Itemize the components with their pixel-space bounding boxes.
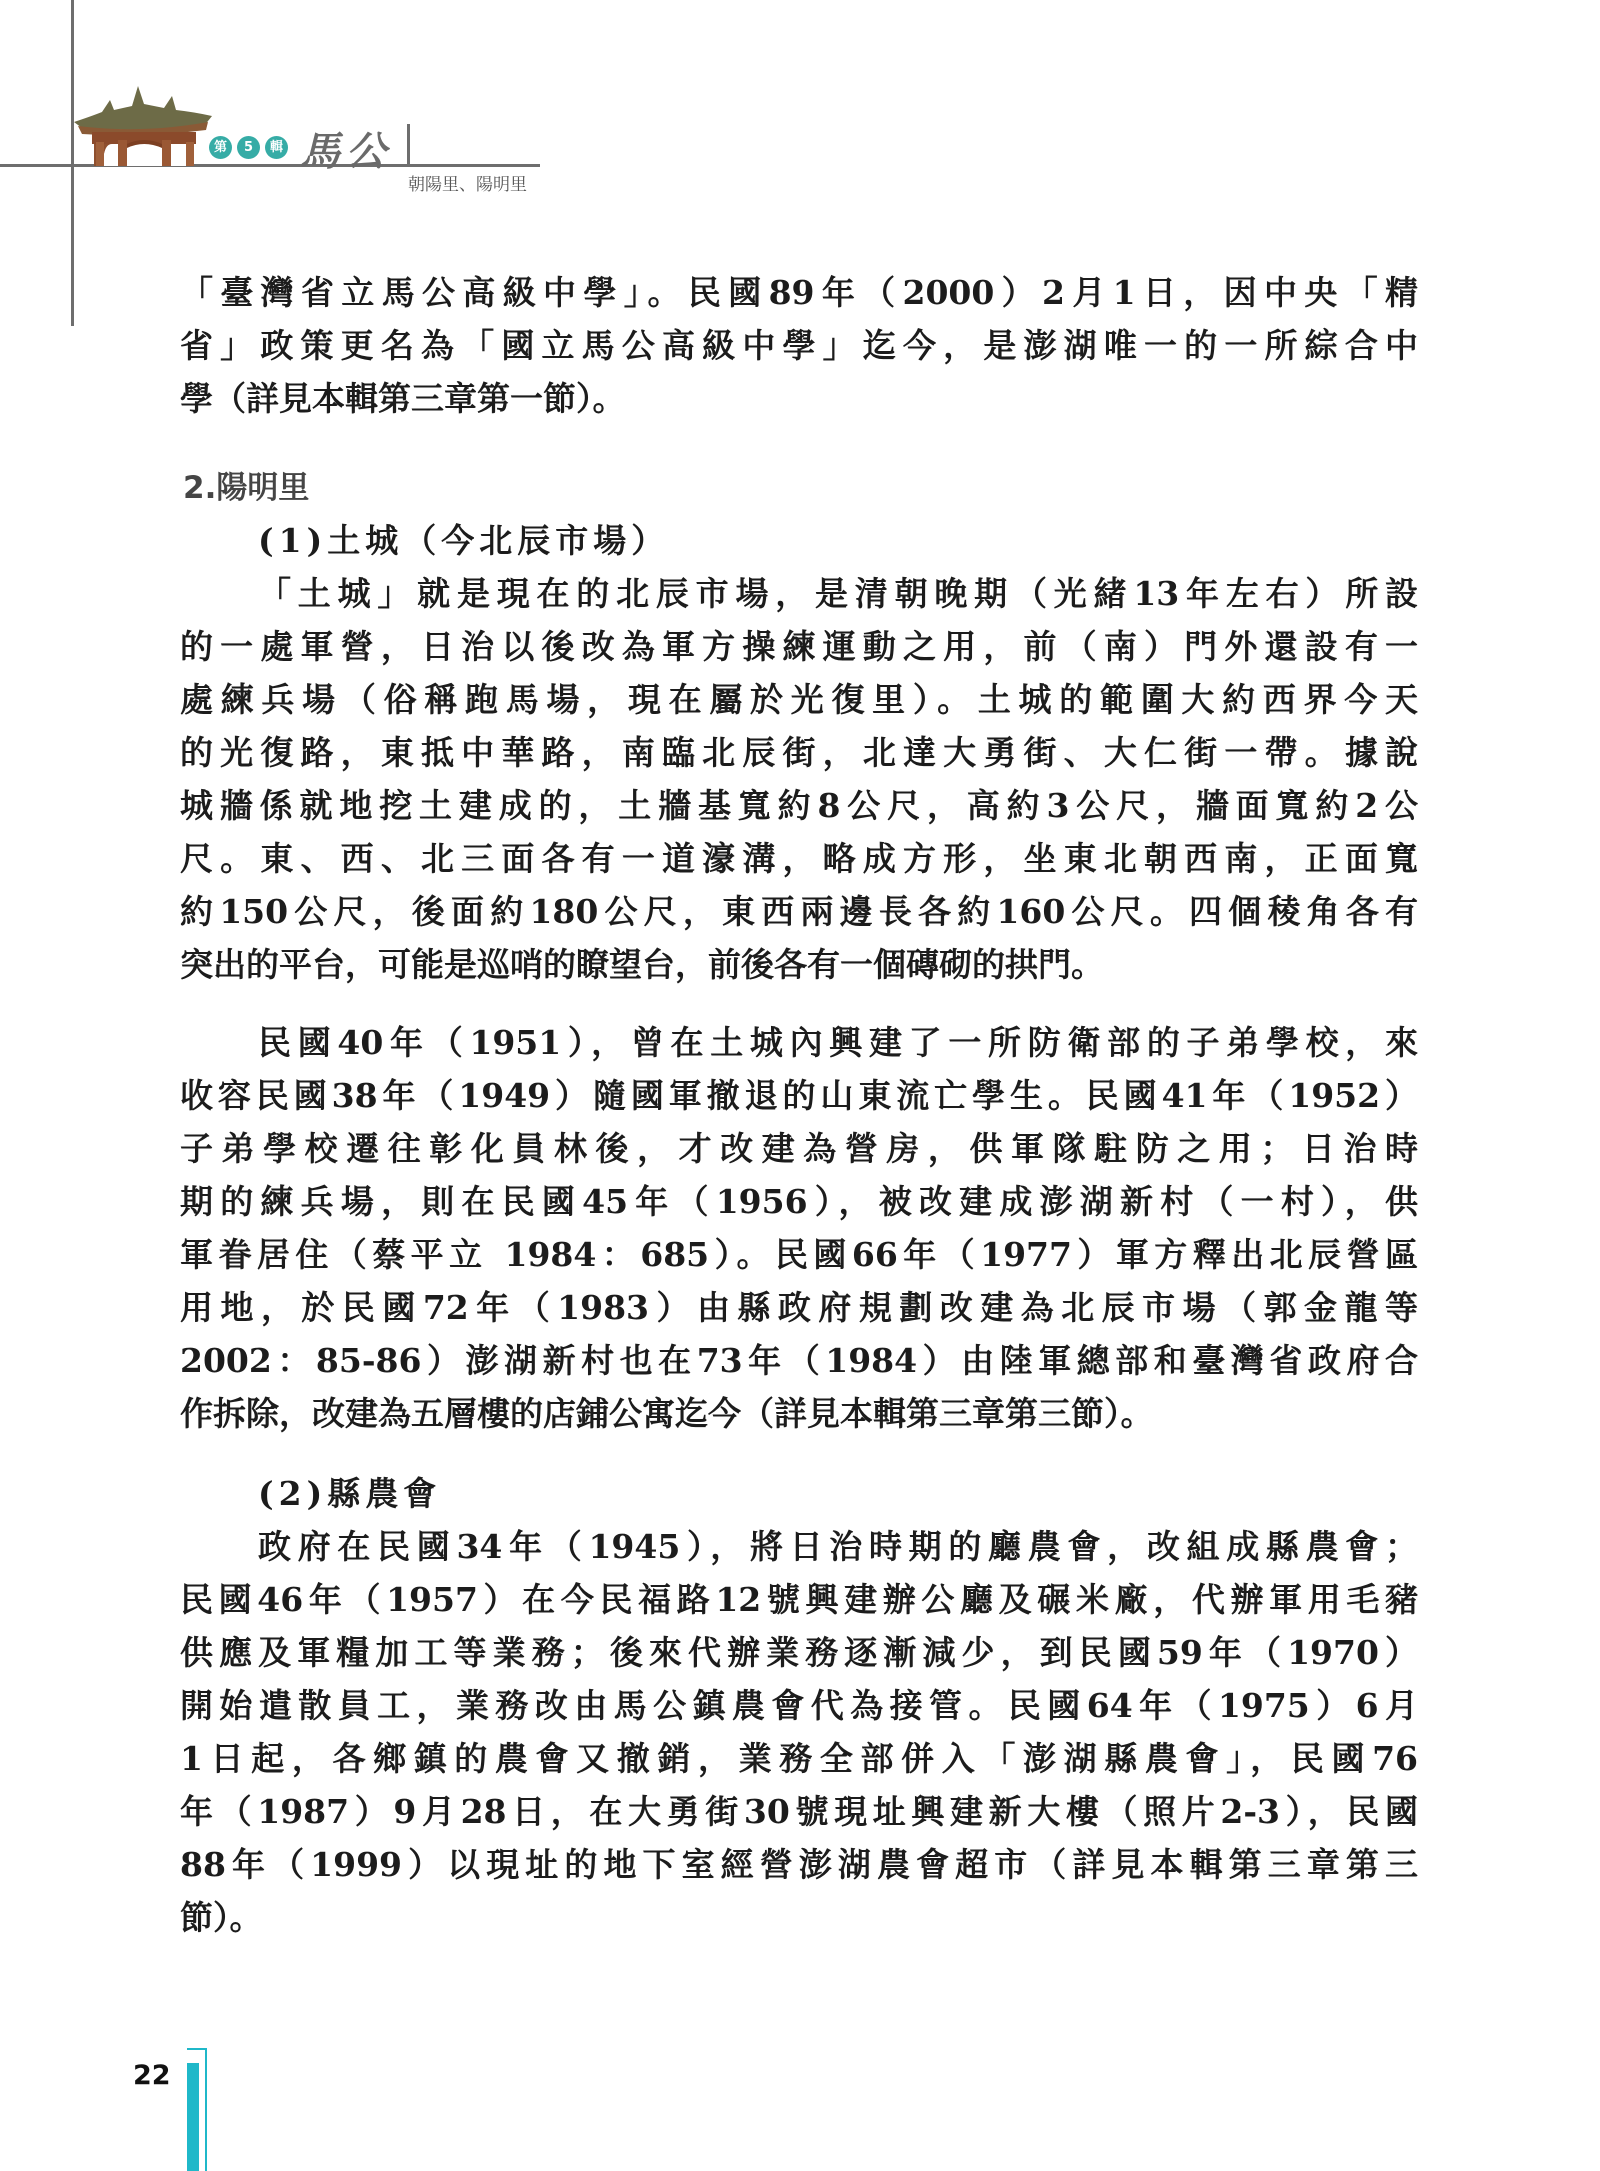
subsection-farmers-association	[180, 1467, 1418, 1944]
pavilion-gate-icon	[72, 82, 214, 166]
text-line: 期的練兵場，則在民國45年（1956），被改建成澎湖新村（一村），供	[180, 1182, 1418, 1221]
text-line: 作拆除，改建為五層樓的店鋪公寓迄今（詳見本輯第三章第三節）。	[180, 1394, 1154, 1433]
text-line: 城牆係就地挖土建成的，土牆基寬約8公尺，高約3公尺，牆面寬約2公	[180, 786, 1418, 825]
text-line: 的光復路，東抵中華路，南臨北辰街，北達大勇街、大仁街一帶。據說	[180, 733, 1418, 772]
volume-badge	[209, 136, 288, 159]
footer-accent-line	[187, 2048, 207, 2050]
paragraph-school	[180, 1016, 1418, 1440]
header-divider	[407, 124, 410, 166]
text-line: 「土城」就是現在的北辰市場，是清朝晚期（光緒13年左右）所設	[258, 574, 1418, 613]
text-line: 民國40年（1951），曾在土城內興建了一所防衛部的子弟學校，來	[258, 1023, 1418, 1062]
section-heading: 2.陽明里	[183, 470, 310, 506]
text-line: 用地，於民國72年（1983）由縣政府規劃改建為北辰市場（郭金龍等	[180, 1288, 1418, 1327]
text-line: 尺。東、西、北三面各有一道濠溝，略成方形，坐東北朝西南，正面寬	[180, 839, 1418, 878]
text-line: 學（詳見本輯第三章第一節）。	[180, 379, 626, 418]
text-line: 省」政策更名為「國立馬公高級中學」迄今，是澎湖唯一的一所綜合中	[180, 326, 1418, 365]
text-line: 子弟學校遷往彰化員林後，才改建為營房，供軍隊駐防之用；日治時	[180, 1129, 1418, 1168]
volume-prefix: 第	[209, 136, 232, 159]
footer-accent-bar	[187, 2063, 199, 2171]
subsection-title: (2)縣農會	[258, 1474, 442, 1513]
text-line: 88年（1999）以現址的地下室經營澎湖農會超市（詳見本輯第三章第三	[180, 1845, 1418, 1884]
text-line: 的一處軍營，日治以後改為軍方操練運動之用，前（南）門外還設有一	[180, 627, 1418, 666]
text-line: 1日起，各鄉鎮的農會又撤銷，業務全部併入「澎湖縣農會」，民國76	[180, 1739, 1418, 1778]
intro-paragraph	[180, 266, 1418, 425]
text-line: 處練兵場（俗稱跑馬場，現在屬於光復里）。土城的範圍大約西界今天	[180, 680, 1418, 719]
footer-accent-line-vertical	[205, 2048, 207, 2171]
subsection-title: (1)土城（今北辰市場）	[258, 521, 670, 560]
volume-title: 馬公	[300, 128, 392, 175]
text-line: 開始遣散員工，業務改由馬公鎮農會代為接管。民國64年（1975）6月	[180, 1686, 1418, 1725]
text-line: 節）。	[180, 1898, 263, 1937]
text-line: 年（1987）9月28日，在大勇街30號現址興建新大樓（照片2-3），民國	[180, 1792, 1418, 1831]
volume-number: 5	[237, 136, 260, 159]
text-line: 軍眷居住（蔡平立 1984：685）。民國66年（1977）軍方釋出北辰營區	[180, 1235, 1418, 1274]
text-line: 約150公尺，後面約180公尺，東西兩邊長各約160公尺。四個稜角各有	[180, 892, 1418, 931]
text-line: 民國46年（1957）在今民福路12號興建辦公廳及碾米廠，代辦軍用毛豬	[180, 1580, 1418, 1619]
volume-suffix: 輯	[265, 136, 288, 159]
text-line: 收容民國38年（1949）隨國軍撤退的山東流亡學生。民國41年（1952）	[180, 1076, 1418, 1115]
text-line: 「臺灣省立馬公高級中學」。民國89年（2000）2月1日，因中央「精	[180, 273, 1418, 312]
text-line: 突出的平台，可能是巡哨的瞭望台，前後各有一個磚砌的拱門。	[180, 945, 1104, 984]
subsection-tucheng	[180, 514, 1418, 991]
page-number: 22	[133, 2060, 171, 2091]
chapter-subtitle: 朝陽里、陽明里	[408, 175, 527, 195]
text-line: 2002：85-86）澎湖新村也在73年（1984）由陸軍總部和臺灣省政府合	[180, 1341, 1418, 1380]
text-line: 政府在民國34年（1945），將日治時期的廳農會，改組成縣農會；	[258, 1527, 1418, 1566]
text-line: 供應及軍糧加工等業務；後來代辦業務逐漸減少，到民國59年（1970）	[180, 1633, 1418, 1672]
